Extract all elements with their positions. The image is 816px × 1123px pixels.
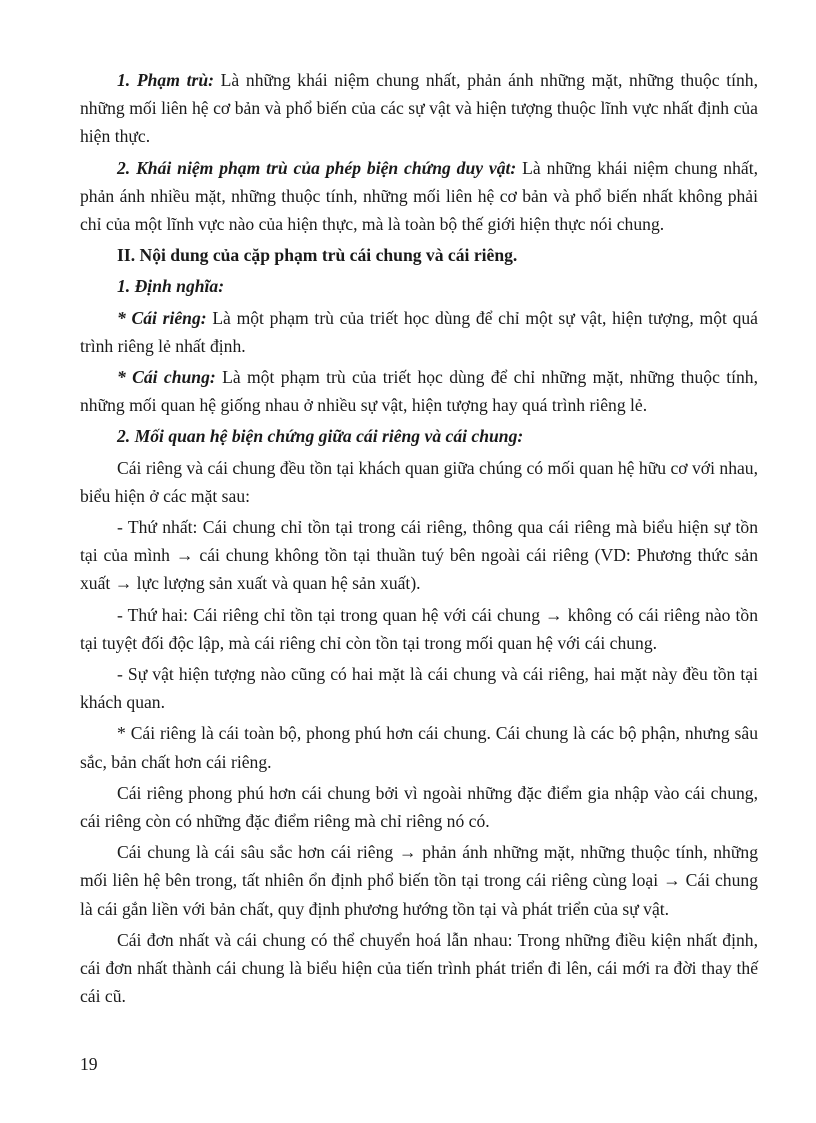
paragraph-cai-rieng [80, 304, 758, 360]
term-cai-chung: * Cái chung: [117, 367, 216, 388]
document-body [80, 66, 758, 1014]
subheading-dinh-nghia: 1. Định nghĩa: [117, 276, 225, 297]
paragraph-khai-niem [80, 154, 758, 239]
body-paragraph: - Sự vật hiện tượng nào cũng có hai mặt là cái chung và cái riêng, hai mặt này đều tồn tại khách quan. [80, 664, 758, 713]
term-cai-rieng: * Cái riêng: [117, 307, 207, 328]
section-heading-ii: II. Nội dung của cặp phạm trù cái chung và cái riêng. [117, 245, 518, 266]
body-paragraph: Cái riêng phong phú hơn cái chung bởi vì ngoài những đặc điểm gia nhập vào cái chung, cái riêng còn có những đặc điểm riêng mà chỉ riêng nó có. [80, 782, 758, 832]
body-paragraph: Cái riêng và cái chung đều tồn tại khách quan giữa chúng có mối quan hệ hữu cơ với nhau, biểu hiện ở các mặt sau: [80, 457, 758, 506]
body-paragraph: - Thứ nhất: Cái chung chỉ tồn tại trong cái riêng, thông qua cái riêng mà biểu hiện sự tồn tại của mình → cái chung không tồn tại thuần tuý bên ngoài cái riêng (VD: Phương thức sản xuất → lực lượng sản xuất và quan hệ sản xuất). [80, 517, 758, 594]
page-number: 19 [80, 1054, 98, 1074]
definition-cai-rieng: Là một phạm trù của triết học dùng để chỉ một sự vật, hiện tượng, một quá trình riêng lẻ nhất định. [80, 307, 758, 356]
term-pham-tru: 1. Phạm trù: [117, 70, 214, 90]
definition-cai-chung: Là một phạm trù của triết học dùng để chỉ những mặt, những thuộc tính, những mối quan hệ giống nhau ở nhiều sự vật, hiện tượng hay quá trình riêng lẻ. [80, 367, 758, 416]
definition-pham-tru: Là những khái niệm chung nhất, phản ánh những mặt, những thuộc tính, những mối liên hệ cơ bản và phổ biến của các sự vật và hiện tượng thuộc lĩnh vực nhất định của hiện thực. [80, 70, 758, 147]
definition-khai-niem: Là những khái niệm chung nhất, phản ánh nhiều mặt, những thuộc tính, những mối liên hệ cơ bản và phổ biến nhất không phải chỉ của một lĩnh vực nào của hiện thực, mà là toàn bộ thế giới hiện thực nói chung. [80, 157, 759, 235]
body-paragraph: * Cái riêng là cái toàn bộ, phong phú hơn cái chung. Cái chung là các bộ phận, nhưng sâu sắc, bản chất hơn cái riêng. [80, 723, 758, 772]
term-khai-niem: 2. Khái niệm phạm trù của phép biện chứng duy vật: [117, 157, 517, 178]
body-paragraph: Cái đơn nhất và cái chung có thể chuyển hoá lẫn nhau: Trong những điều kiện nhất định, cái đơn nhất thành cái chung là biểu hiện của tiến trình phát triển đi lên, cái mới ra đời thay thế cái cũ. [80, 929, 758, 1007]
body-paragraph: Cái chung là cái sâu sắc hơn cái riêng → phản ánh những mặt, những thuộc tính, những mối liên hệ bên trong, tất nhiên ổn định phổ biến tồn tại trong cái riêng cùng loại → Cái chung là cái gắn liền với bản chất, quy định phương hướng tồn tại và phát triển của sự vật. [80, 842, 758, 919]
paragraph-pham-tru [80, 66, 758, 151]
body-paragraph: - Thứ hai: Cái riêng chỉ tồn tại trong quan hệ với cái chung → không có cái riêng nào tồn tại tuyệt đối độc lập, mà cái riêng chỉ còn tồn tại trong mối quan hệ với cái chung. [80, 604, 758, 653]
subheading-moi-quan-he: 2. Mối quan hệ biện chứng giữa cái riêng và cái chung: [117, 426, 524, 447]
paragraph-cai-chung [80, 363, 758, 419]
